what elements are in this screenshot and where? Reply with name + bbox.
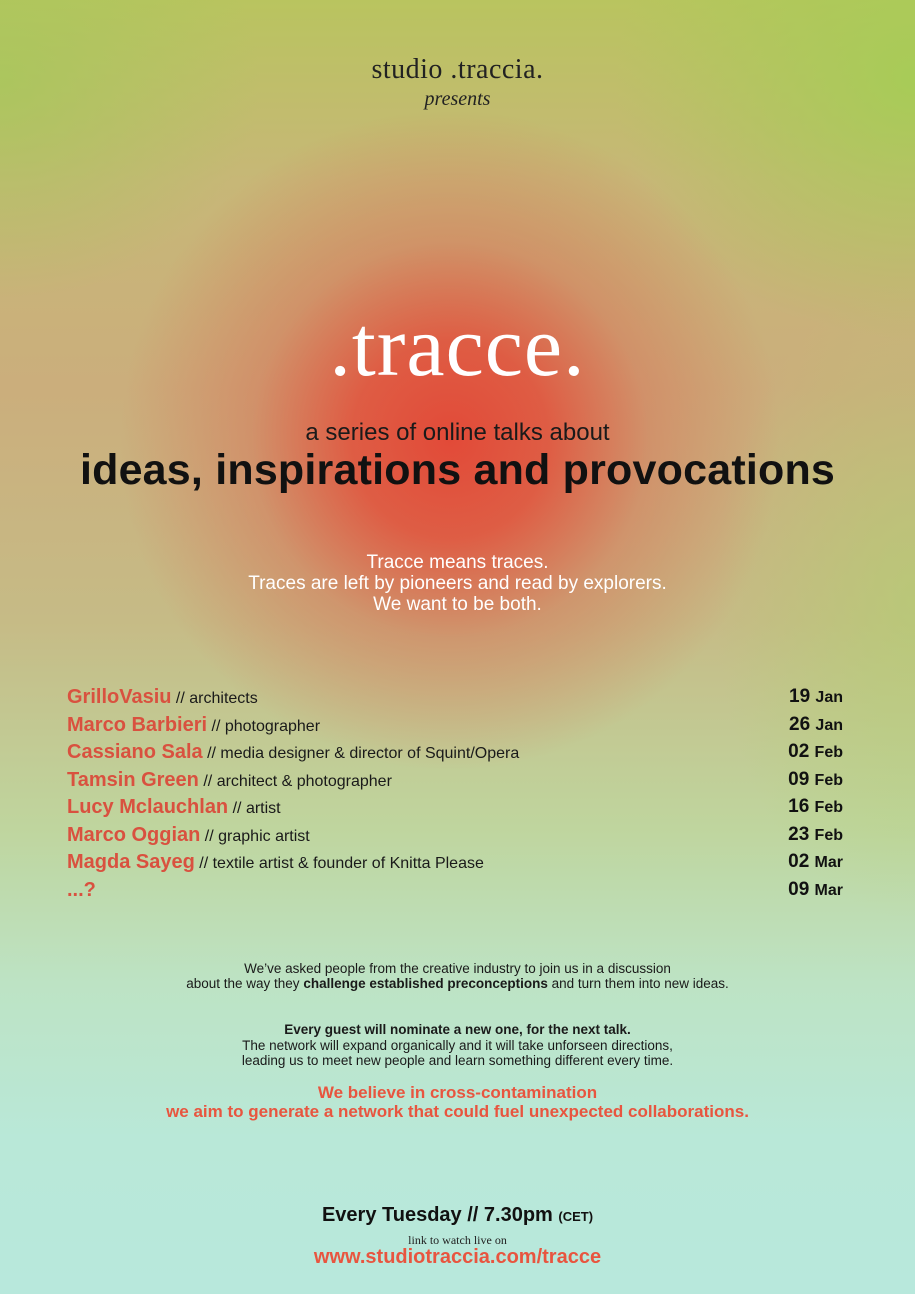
belief-line: We believe in cross-contamination <box>317 1083 598 1102</box>
about-text: and turn them into new ideas. <box>547 976 729 991</box>
guest-heading: Every guest will nominate a new one, for the next talk. <box>284 1022 631 1037</box>
website-link[interactable]: www.studiotraccia.com/tracce <box>313 1246 602 1268</box>
tagline-line: We want to be both. <box>373 594 542 615</box>
speaker-name: GrilloVasiu <box>67 686 172 708</box>
talk-day: 19 <box>789 686 811 707</box>
talk-day: 09 <box>788 768 810 790</box>
talk-date <box>789 686 843 708</box>
about-emphasis: challenge established preconceptions <box>303 976 548 991</box>
speaker-name: Magda Sayeg <box>67 851 195 873</box>
talk-month: Feb <box>814 771 843 789</box>
speaker-separator: // <box>202 745 221 762</box>
speaker-row <box>67 824 843 852</box>
speaker-separator: // <box>200 827 219 845</box>
belief-statement <box>0 1083 915 1121</box>
speaker-name: Lucy Mclauchlan <box>67 796 229 818</box>
talk-day: 26 <box>789 713 811 735</box>
speaker-name: Cassiano Sala <box>67 741 203 763</box>
talk-month: Jan <box>815 689 843 706</box>
speaker-name: ...? <box>67 878 96 901</box>
tagline-line: Traces are left by pioneers and read by explorers. <box>248 573 667 594</box>
guest-line: The network will expand organically and it will take unforseen directions, <box>242 1037 673 1053</box>
speaker-row <box>67 686 843 714</box>
talk-month: Feb <box>814 744 843 761</box>
about-text: about the way they <box>186 976 304 991</box>
speaker-separator: // <box>207 717 225 735</box>
tagline <box>0 552 915 615</box>
guest-line: leading us to meet new people and learn something different every time. <box>241 1053 674 1068</box>
talk-date <box>788 796 843 818</box>
speaker-description: graphic artist <box>218 827 310 845</box>
talk-month: Jan <box>815 716 843 734</box>
guest-paragraph <box>0 1022 915 1069</box>
speaker-description: artist <box>245 800 281 817</box>
talk-date <box>788 851 843 873</box>
speaker-name: Marco Oggian <box>67 823 201 846</box>
about-paragraph <box>0 961 915 991</box>
speaker-description: architects <box>189 690 258 707</box>
talk-day: 02 <box>788 851 810 872</box>
speaker-description: media designer & director of Squint/Opera <box>220 745 520 762</box>
speaker-row <box>67 796 843 824</box>
subtitle-small: a series of online talks about <box>305 419 610 446</box>
schedule <box>0 1204 915 1227</box>
speaker-description: photographer <box>224 717 321 735</box>
speaker-name: Tamsin Green <box>67 768 199 791</box>
talk-date <box>788 769 843 791</box>
talk-month: Feb <box>814 799 843 816</box>
subtitle-large: ideas, inspirations and provocations <box>79 446 836 494</box>
talk-day: 09 <box>788 878 810 900</box>
speaker-separator: // <box>171 690 190 707</box>
schedule-text: Every Tuesday // 7.30pm <box>321 1204 553 1226</box>
speaker-row <box>67 769 843 797</box>
talk-day: 23 <box>788 823 810 845</box>
about-line: We’ve asked people from the creative industry to join us in a discussion <box>244 961 671 976</box>
speaker-row <box>67 714 843 742</box>
speaker-row <box>67 851 843 879</box>
talk-date <box>788 741 843 763</box>
speaker-description: textile artist & founder of Knitta Please <box>212 855 484 872</box>
link-label: link to watch live on <box>408 1233 507 1247</box>
talk-month: Mar <box>814 854 843 871</box>
talk-month: Feb <box>814 826 843 844</box>
presents-label: presents <box>424 88 491 110</box>
speaker-row <box>67 879 843 907</box>
speaker-separator: // <box>228 800 246 817</box>
timezone-label: (CET) <box>558 1209 594 1224</box>
studio-name: studio .traccia. <box>371 54 544 85</box>
speaker-name: Marco Barbieri <box>67 713 208 736</box>
talk-month: Mar <box>814 881 843 899</box>
speaker-description: architect & photographer <box>216 772 392 790</box>
speaker-list <box>67 686 843 906</box>
talk-date <box>789 714 843 736</box>
speaker-separator: // <box>198 772 217 790</box>
belief-line: we aim to generate a network that could fuel unexpected collaborations. <box>166 1102 749 1121</box>
speaker-row <box>67 741 843 769</box>
talk-date <box>788 824 843 846</box>
event-title: .tracce. <box>329 298 586 394</box>
talk-day: 02 <box>788 741 810 762</box>
tagline-line: Tracce means traces. <box>366 552 549 573</box>
about-line <box>0 976 915 991</box>
talk-day: 16 <box>788 796 810 817</box>
speaker-separator: // <box>194 855 213 872</box>
talk-date <box>788 879 843 901</box>
